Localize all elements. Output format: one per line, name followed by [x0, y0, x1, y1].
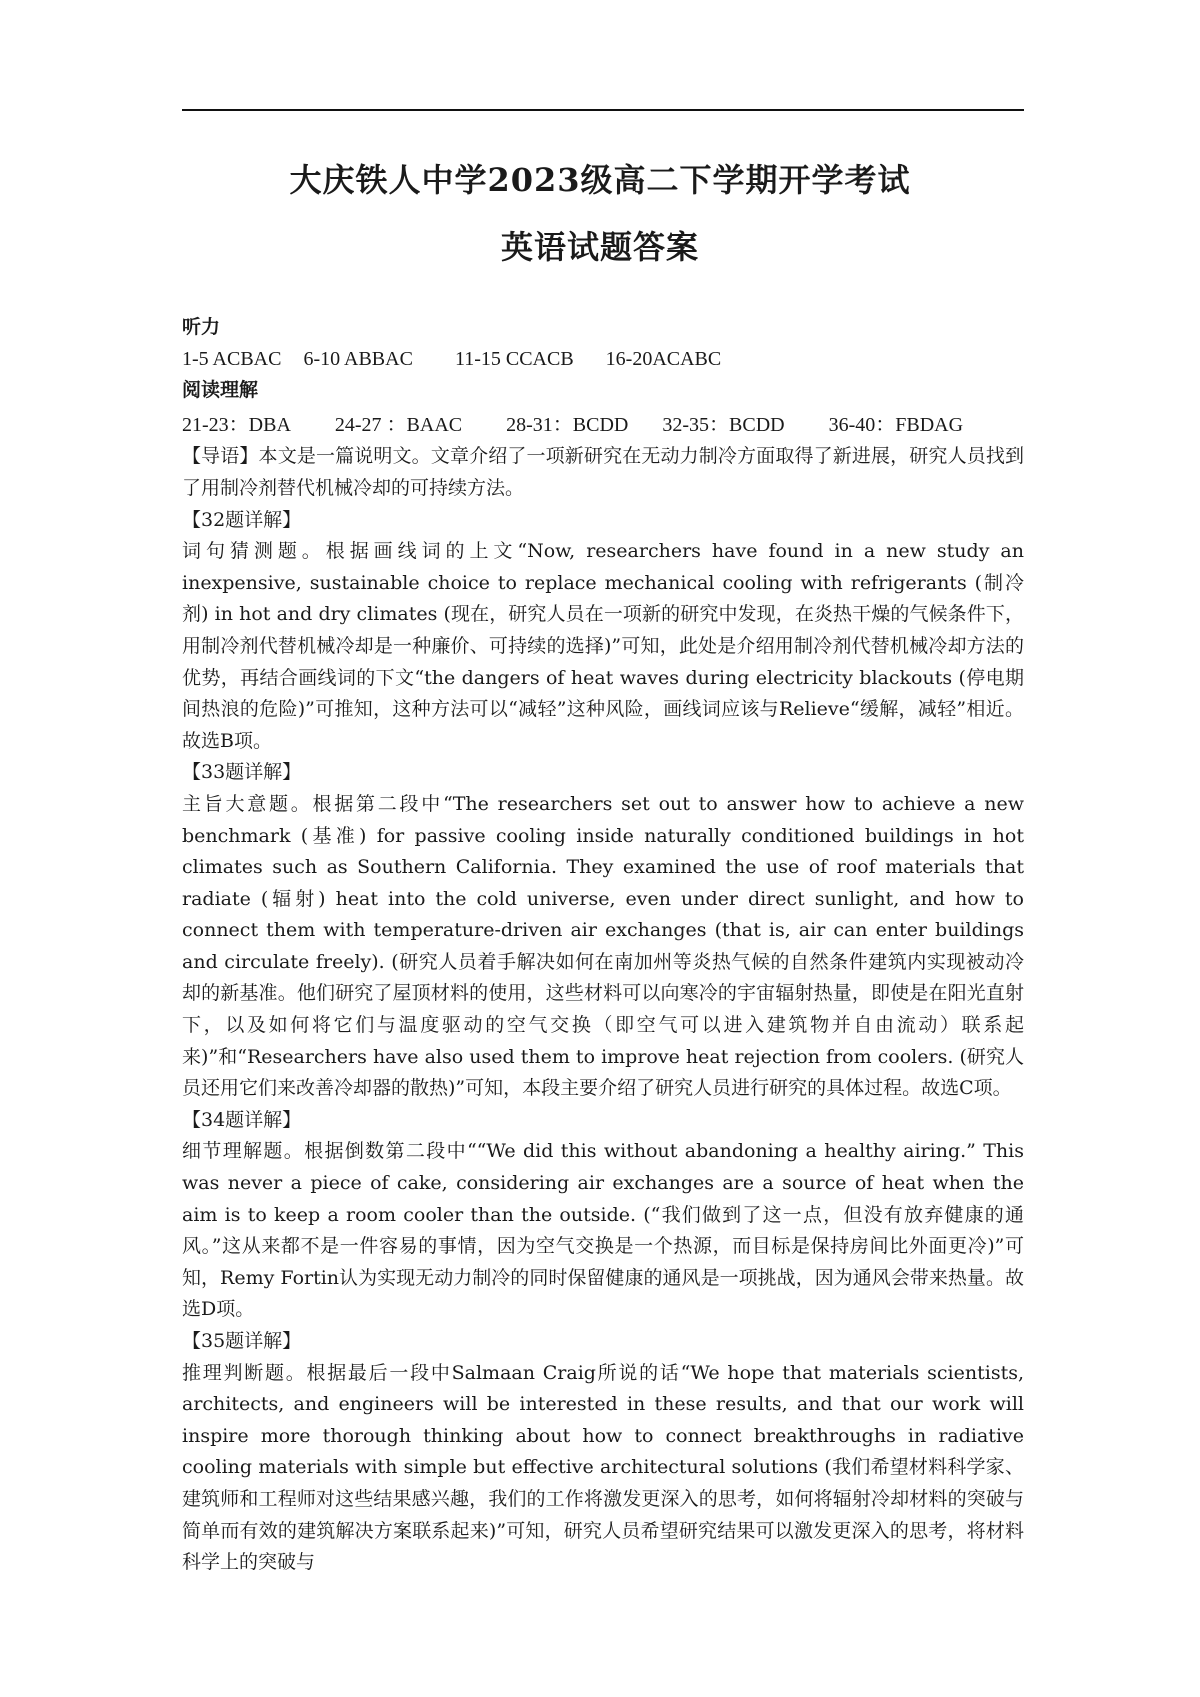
reading-answer: 24-27 ：BAAC: [334, 413, 463, 436]
q34-heading: 【34题详解】: [182, 1108, 302, 1131]
listening-answer: 11-15 CCACB: [454, 347, 574, 370]
q35-heading: 【35题详解】: [182, 1330, 302, 1352]
intro-paragraph: 【导语】本文是一篇说明文。文章介绍了一项新研究在无动力制冷方面取得了新进展，研究人员找到了用制冷剂替代机械冷却的可持续方法。: [182, 445, 1024, 499]
reading-answer: 36-40：FBDAG: [828, 413, 964, 436]
page-title: 大庆铁人中学2023级高二下学期开学考试: [289, 161, 911, 199]
reading-answer: 32-35：BCDD: [662, 413, 785, 436]
reading-heading: 阅读理解: [182, 379, 259, 402]
listening-heading: 听力: [182, 316, 221, 338]
listening-answer: 6-10 ABBAC: [303, 347, 413, 370]
reading-answers: [182, 410, 1024, 442]
q32-heading: 【32题详解】: [182, 508, 302, 531]
q32-explanation: 词句猜测题。根据画线词的上文“Now, researchers have found in a new study an inexpensive, sustainable choice to replace mechanical cooling with refrigerants (制冷剂) in hot and dry climates (现在，研究人员在一项新的研究中发现，在炎热干燥的气候条件下，用制冷剂代替机械冷却是一种廉价、可持续的选择)”可知，此处是介绍用制冷剂代替机械冷却方法的优势，再结合画线词的下文“the dangers of heat waves during electricity blackouts (停电期间热浪的危险)”可推知，这种方法可以“减轻”这种风险，画线词应该与Relieve“缓解，减轻”相近。故选B项。: [182, 540, 1024, 752]
q33-explanation: 主旨大意题。根据第二段中“The researchers set out to answer how to achieve a new benchmark (基准) for passive cooling inside naturally conditioned buildings in hot climates such as Southern California. They examined the use of roof materials that radiate (辐射) heat into the cold universe, even under direct sunlight, and how to connect them with temperature-driven air exchanges (that is, air can enter buildings and circulate freely). (研究人员着手解决如何在南加州等炎热气候的自然条件建筑内实现被动冷却的新基准。他们研究了屋顶材料的使用，这些材料可以向寒冷的宇宙辐射热量，即使是在阳光直射下，以及如何将它们与温度驱动的空气交换（即空气可以进入建筑物并自由流动）联系起来)”和“Researchers have also used them to improve heat rejection from coolers. (研究人员还用它们来改善冷却器的散热)”可知，本段主要介绍了研究人员进行研究的具体过程。故选C项。: [182, 792, 1024, 1100]
answer-content: [182, 312, 1024, 1579]
reading-answer: 21-23：DBA: [182, 413, 291, 436]
listening-answer: 16-20ACABC: [605, 347, 722, 370]
q35-explanation: 推理判断题。根据最后一段中Salmaan Craig所说的话“We hope that materials scientists, architects, and engineers will be interested in these results, and that our work will inspire more thorough thinking about how to connect breakthroughs in radiative cooling materials with simple but effective architectural solutions (我们希望材料科学家、建筑师和工程师对这些结果感兴趣，我们的工作将激发更深入的思考，如何将辐射冷却材料的突破与简单而有效的建筑解决方案联系起来)”可知，研究人员希望研究结果可以激发更深入的思考，将材料科学上的突破与: [182, 1361, 1024, 1574]
page-subtitle: 英语试题答案: [500, 228, 699, 266]
listening-answers: [182, 344, 1024, 376]
reading-answer: 28-31：BCDD: [506, 413, 629, 436]
q34-explanation: 细节理解题。根据倒数第二段中““We did this without abandoning a healthy airing.” This was never a piece of cake, considering air exchanges are a source of heat when the aim is to keep a room cooler than the outside. (“我们做到了这一点，但没有放弃健康的通风。”这从来都不是一件容易的事情，因为空气交换是一个热源，而目标是保持房间比外面更冷)”可知，Remy Fortin认为实现无动力制冷的同时保留健康的通风是一项挑战，因为通风会带来热量。故选D项。: [182, 1140, 1024, 1321]
top-rule: [182, 109, 1024, 111]
q33-heading: 【33题详解】: [182, 761, 302, 784]
listening-answer: 1-5 ACBAC: [182, 347, 282, 370]
